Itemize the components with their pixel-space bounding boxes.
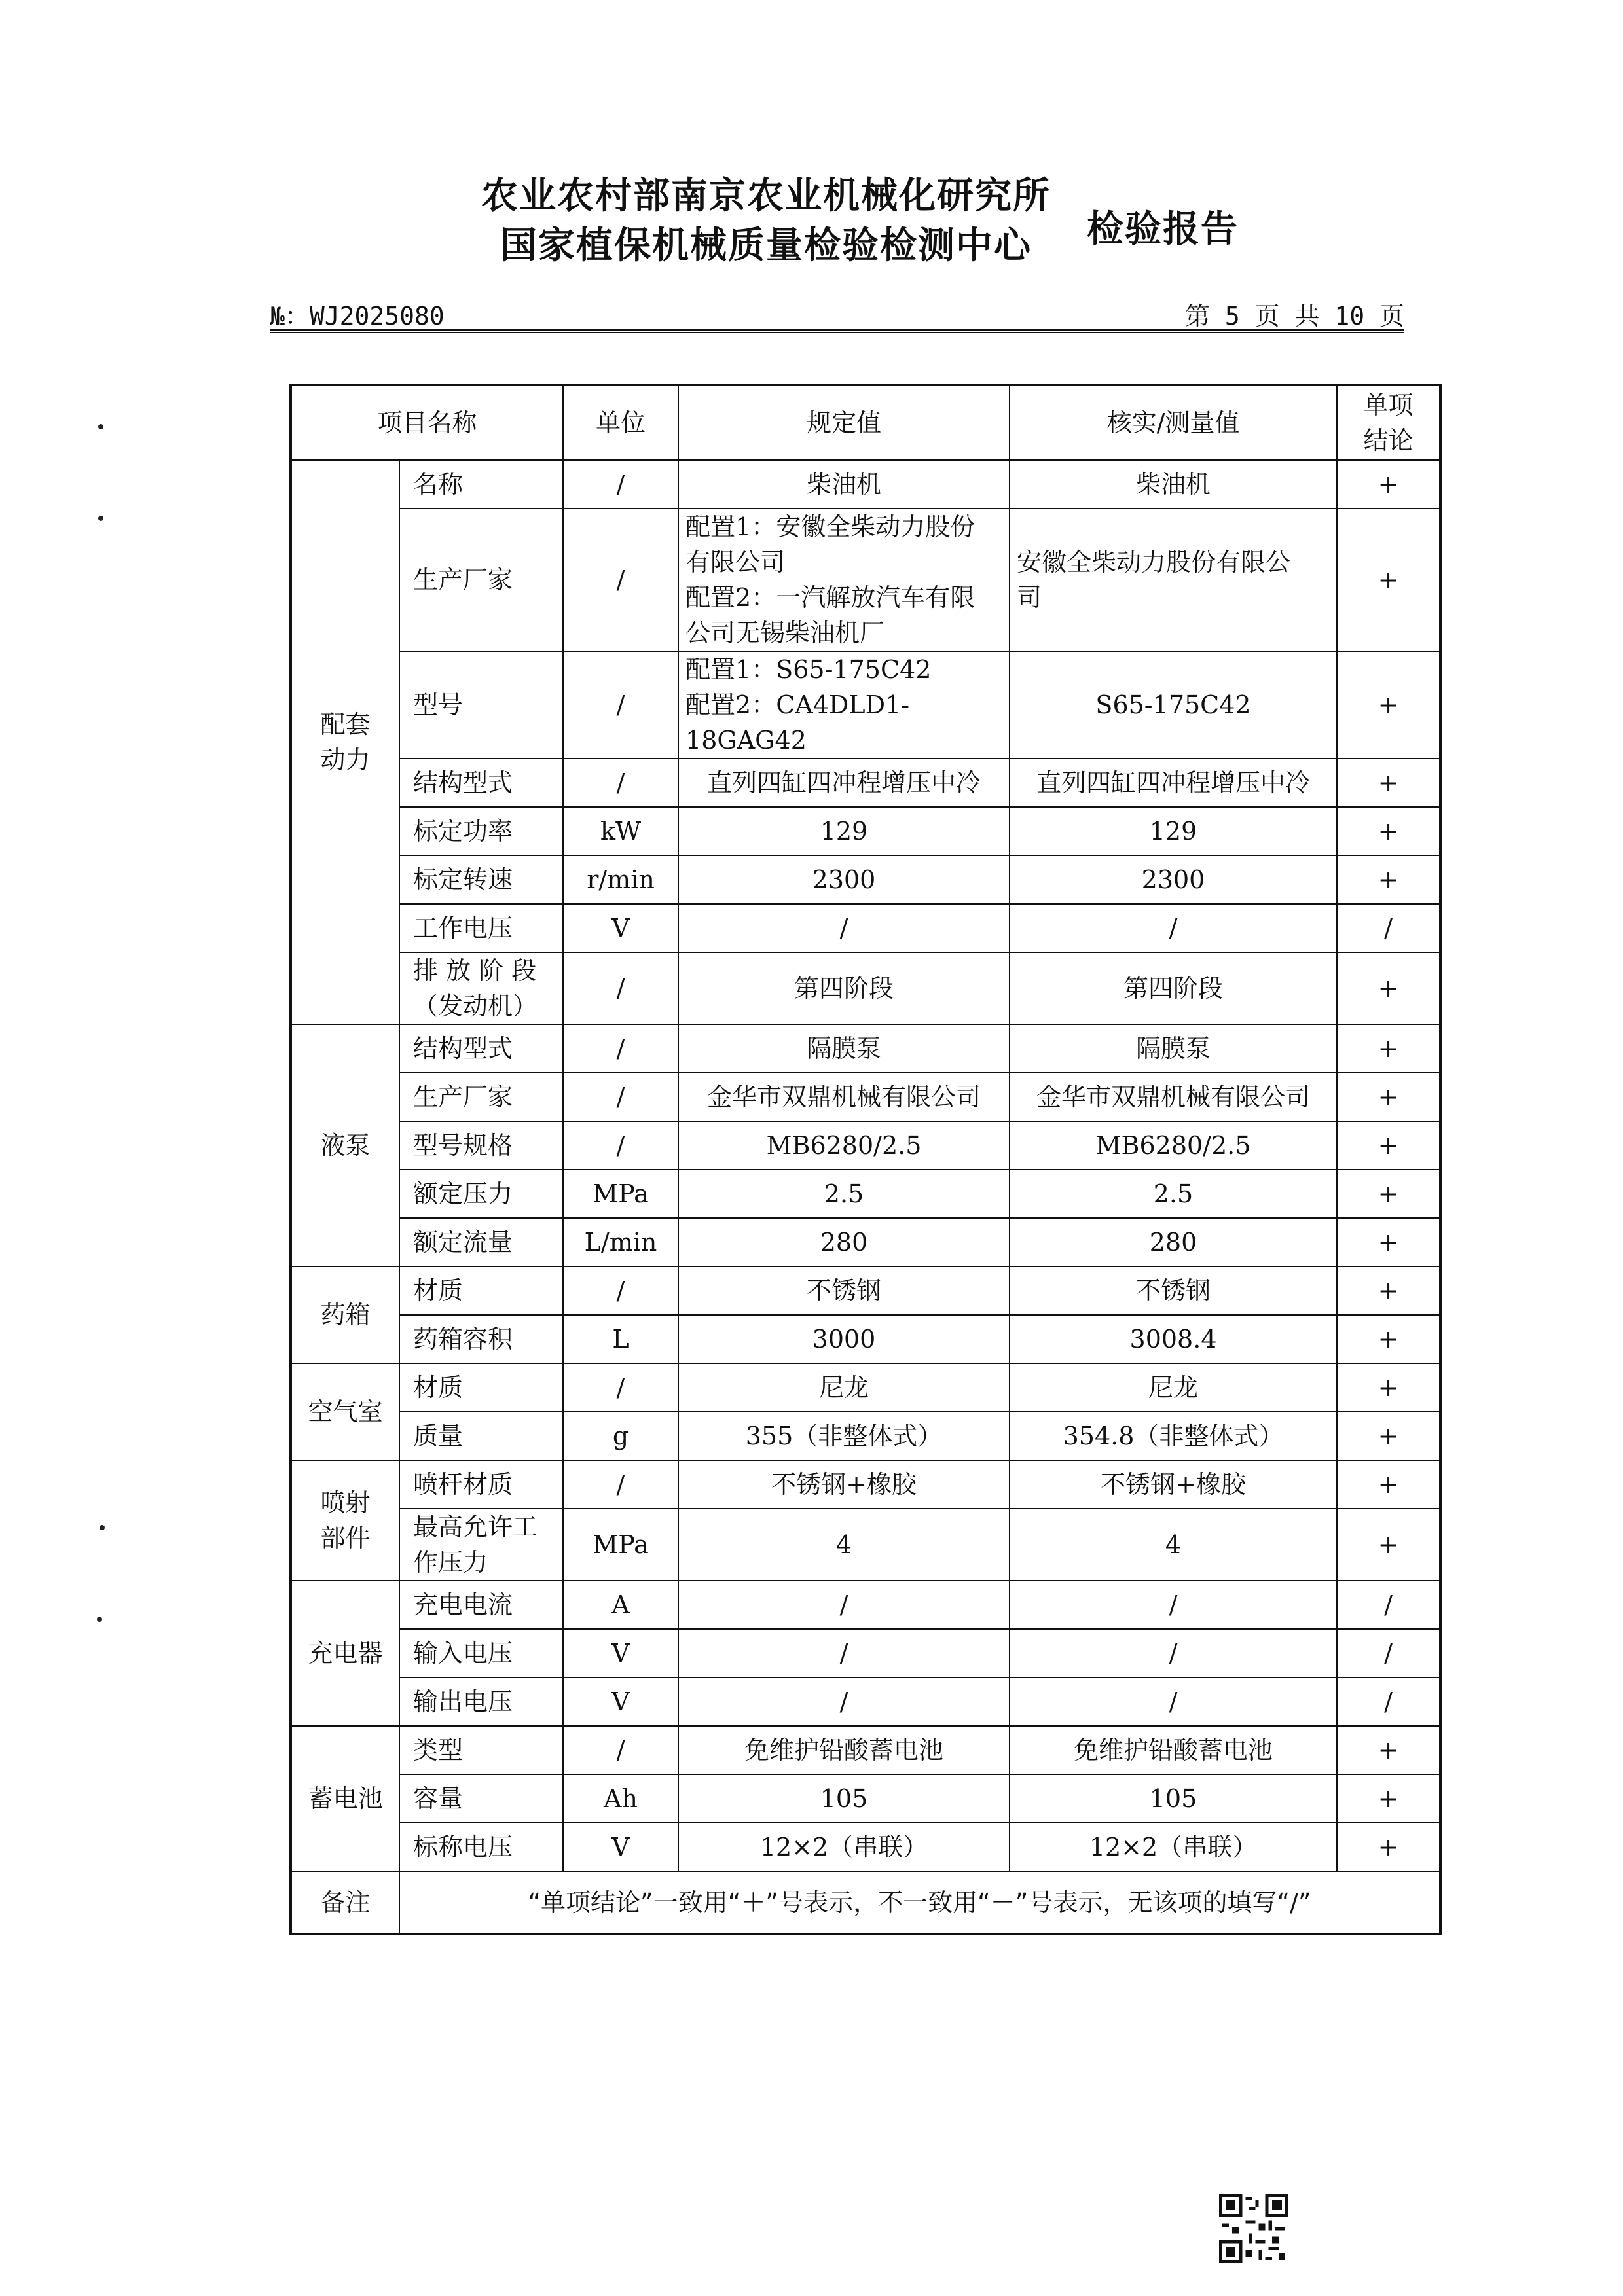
- unit-cell: Ah: [563, 1774, 678, 1823]
- spec-value: 直列四缸四冲程增压中冷: [678, 759, 1010, 807]
- spec-value: 129: [678, 807, 1010, 855]
- unit-cell: V: [563, 1629, 678, 1677]
- note-text: “单项结论”一致用“＋”号表示，不一致用“－”号表示，无该项的填写“/”: [399, 1871, 1440, 1934]
- unit-cell: L/min: [563, 1218, 678, 1266]
- group-name: 配套 动力: [291, 460, 399, 1024]
- table-row: [291, 952, 1440, 1024]
- conclusion-cell: /: [1337, 1629, 1440, 1677]
- conclusion-cell: +: [1337, 460, 1440, 509]
- conclusion-cell: +: [1337, 855, 1440, 904]
- org-line-1: 农业农村部南京农业机械化研究所: [481, 175, 1051, 217]
- inspection-table: [289, 384, 1442, 1935]
- unit-cell: /: [563, 1266, 678, 1315]
- table-row: [291, 807, 1440, 855]
- measured-value: 不锈钢+橡胶: [1010, 1460, 1337, 1509]
- conclusion-cell: +: [1337, 1363, 1440, 1412]
- spec-value: 2.5: [678, 1170, 1010, 1218]
- item-name: 输入电压: [399, 1629, 563, 1677]
- table-row: [291, 855, 1440, 904]
- conclusion-cell: +: [1337, 952, 1440, 1024]
- unit-cell: MPa: [563, 1509, 678, 1581]
- header-rule: [270, 329, 1404, 331]
- spec-value: 尼龙: [678, 1363, 1010, 1412]
- unit-cell: /: [563, 1726, 678, 1774]
- item-name: 充电电流: [399, 1581, 563, 1629]
- item-name: 药箱容积: [399, 1315, 563, 1363]
- item-name: 输出电压: [399, 1677, 563, 1726]
- unit-cell: /: [563, 460, 678, 509]
- measured-value: 免维护铅酸蓄电池: [1010, 1726, 1337, 1774]
- measured-value: S65-175C42: [1010, 651, 1337, 759]
- item-name: 标定功率: [399, 807, 563, 855]
- unit-cell: /: [563, 1363, 678, 1412]
- unit-cell: /: [563, 1460, 678, 1509]
- measured-value: 金华市双鼎机械有限公司: [1010, 1073, 1337, 1121]
- qr-code: [1219, 2194, 1288, 2263]
- spec-value: 12×2（串联）: [678, 1823, 1010, 1871]
- table-row: [291, 1363, 1440, 1412]
- table-row: [291, 1121, 1440, 1170]
- item-name: 材质: [399, 1266, 563, 1315]
- conclusion-cell: +: [1337, 807, 1440, 855]
- table-row: [291, 1774, 1440, 1823]
- spec-value: 105: [678, 1774, 1010, 1823]
- measured-value: 4: [1010, 1509, 1337, 1581]
- spec-value: 隔膜泵: [678, 1024, 1010, 1073]
- unit-cell: /: [563, 952, 678, 1024]
- header-spec: 规定值: [678, 385, 1010, 460]
- table-row: [291, 1629, 1440, 1677]
- spec-value: /: [678, 904, 1010, 952]
- unit-cell: r/min: [563, 855, 678, 904]
- group-name: 空气室: [291, 1363, 399, 1460]
- measured-value: 柴油机: [1010, 460, 1337, 509]
- conclusion-cell: +: [1337, 1315, 1440, 1363]
- unit-cell: V: [563, 1823, 678, 1871]
- spec-value: 配置1：S65-175C42 配置2：CA4DLD1-18GAG42: [678, 651, 1010, 759]
- measured-value: /: [1010, 1629, 1337, 1677]
- spec-value: 2300: [678, 855, 1010, 904]
- group-name: 液泵: [291, 1024, 399, 1266]
- measured-value: MB6280/2.5: [1010, 1121, 1337, 1170]
- unit-cell: g: [563, 1412, 678, 1460]
- table-row: [291, 1412, 1440, 1460]
- item-name: 生产厂家: [399, 1073, 563, 1121]
- measured-value: 2.5: [1010, 1170, 1337, 1218]
- measured-value: /: [1010, 904, 1337, 952]
- table-header-row: [291, 385, 1440, 460]
- item-name: 额定流量: [399, 1218, 563, 1266]
- header-conclusion: 单项 结论: [1337, 385, 1440, 460]
- unit-cell: /: [563, 1121, 678, 1170]
- org-line-2: 国家植保机械质量检验检测中心: [500, 224, 1032, 267]
- measured-value: 尼龙: [1010, 1363, 1337, 1412]
- group-name: 充电器: [291, 1581, 399, 1726]
- table-row: [291, 759, 1440, 807]
- spec-value: 免维护铅酸蓄电池: [678, 1726, 1010, 1774]
- measured-value: /: [1010, 1581, 1337, 1629]
- measured-value: 12×2（串联）: [1010, 1823, 1337, 1871]
- measured-value: 3008.4: [1010, 1315, 1337, 1363]
- conclusion-cell: +: [1337, 1024, 1440, 1073]
- spec-value: 280: [678, 1218, 1010, 1266]
- unit-cell: V: [563, 1677, 678, 1726]
- conclusion-cell: +: [1337, 1726, 1440, 1774]
- spec-value: 不锈钢: [678, 1266, 1010, 1315]
- scan-dot: [97, 1617, 102, 1622]
- item-name: 额定压力: [399, 1170, 563, 1218]
- item-name: 生产厂家: [399, 509, 563, 651]
- group-name: 喷射 部件: [291, 1460, 399, 1581]
- note-label: 备注: [291, 1871, 399, 1934]
- unit-cell: L: [563, 1315, 678, 1363]
- measured-value: 354.8（非整体式）: [1010, 1412, 1337, 1460]
- spec-value: 不锈钢+橡胶: [678, 1460, 1010, 1509]
- item-name: 结构型式: [399, 1024, 563, 1073]
- table-row: [291, 1581, 1440, 1629]
- unit-cell: MPa: [563, 1170, 678, 1218]
- unit-cell: A: [563, 1581, 678, 1629]
- organization-name: [452, 171, 1080, 271]
- table-row: [291, 651, 1440, 759]
- spec-value: MB6280/2.5: [678, 1121, 1010, 1170]
- spec-value: 金华市双鼎机械有限公司: [678, 1073, 1010, 1121]
- report-number: №：WJ2025080: [270, 302, 445, 331]
- table-row: [291, 1823, 1440, 1871]
- unit-cell: /: [563, 1073, 678, 1121]
- scan-dot: [98, 516, 103, 521]
- table-row: [291, 1073, 1440, 1121]
- table-row: [291, 1024, 1440, 1073]
- scan-dot: [100, 1525, 105, 1530]
- conclusion-cell: +: [1337, 1774, 1440, 1823]
- conclusion-cell: +: [1337, 1509, 1440, 1581]
- unit-cell: /: [563, 509, 678, 651]
- header-unit: 单位: [563, 385, 678, 460]
- conclusion-cell: +: [1337, 1121, 1440, 1170]
- item-name: 结构型式: [399, 759, 563, 807]
- item-name: 名称: [399, 460, 563, 509]
- note-row: [291, 1871, 1440, 1934]
- item-name: 型号规格: [399, 1121, 563, 1170]
- measured-value: 280: [1010, 1218, 1337, 1266]
- conclusion-cell: /: [1337, 1677, 1440, 1726]
- table-row: [291, 1460, 1440, 1509]
- table-row: [291, 1170, 1440, 1218]
- unit-cell: /: [563, 651, 678, 759]
- item-name: 类型: [399, 1726, 563, 1774]
- table-row: [291, 904, 1440, 952]
- item-name: 工作电压: [399, 904, 563, 952]
- scan-dot: [98, 424, 103, 429]
- conclusion-cell: +: [1337, 1460, 1440, 1509]
- conclusion-cell: +: [1337, 1412, 1440, 1460]
- conclusion-cell: +: [1337, 509, 1440, 651]
- conclusion-cell: +: [1337, 1073, 1440, 1121]
- item-name: 容量: [399, 1774, 563, 1823]
- report-title: 检验报告: [1087, 208, 1239, 251]
- measured-value: 第四阶段: [1010, 952, 1337, 1024]
- table-row: [291, 1266, 1440, 1315]
- group-name: 药箱: [291, 1266, 399, 1363]
- item-name: 标定转速: [399, 855, 563, 904]
- group-name: 蓄电池: [291, 1726, 399, 1871]
- conclusion-cell: +: [1337, 1218, 1440, 1266]
- conclusion-cell: +: [1337, 1266, 1440, 1315]
- measured-value: /: [1010, 1677, 1337, 1726]
- table-row: [291, 1315, 1440, 1363]
- item-name: 喷杆材质: [399, 1460, 563, 1509]
- conclusion-cell: +: [1337, 759, 1440, 807]
- spec-value: /: [678, 1581, 1010, 1629]
- measured-value: 安徽全柴动力股份有限公 司: [1010, 509, 1337, 651]
- item-name: 质量: [399, 1412, 563, 1460]
- spec-value: 4: [678, 1509, 1010, 1581]
- measured-value: 直列四缸四冲程增压中冷: [1010, 759, 1337, 807]
- item-name: 排 放 阶 段 （发动机）: [399, 952, 563, 1024]
- table-row: [291, 1509, 1440, 1581]
- item-name: 最高允许工 作压力: [399, 1509, 563, 1581]
- conclusion-cell: +: [1337, 1170, 1440, 1218]
- table-row: [291, 1218, 1440, 1266]
- unit-cell: /: [563, 1024, 678, 1073]
- measured-value: 105: [1010, 1774, 1337, 1823]
- header-measured: 核实/测量值: [1010, 385, 1337, 460]
- spec-value: 第四阶段: [678, 952, 1010, 1024]
- unit-cell: kW: [563, 807, 678, 855]
- spec-value: /: [678, 1629, 1010, 1677]
- table-row: [291, 460, 1440, 509]
- table-row: [291, 1677, 1440, 1726]
- table-row: [291, 1726, 1440, 1774]
- header-rule-thin: [270, 332, 1404, 333]
- spec-value: 配置1：安徽全柴动力股份 有限公司 配置2：一汽解放汽车有限 公司无锡柴油机厂: [678, 509, 1010, 651]
- item-name: 标称电压: [399, 1823, 563, 1871]
- page-info: 第 5 页 共 10 页: [1184, 302, 1404, 331]
- header-item: 项目名称: [291, 385, 563, 460]
- measured-value: 129: [1010, 807, 1337, 855]
- spec-value: /: [678, 1677, 1010, 1726]
- item-name: 材质: [399, 1363, 563, 1412]
- conclusion-cell: +: [1337, 1823, 1440, 1871]
- measured-value: 不锈钢: [1010, 1266, 1337, 1315]
- conclusion-cell: /: [1337, 1581, 1440, 1629]
- table-row: [291, 509, 1440, 651]
- spec-value: 355（非整体式）: [678, 1412, 1010, 1460]
- spec-value: 3000: [678, 1315, 1010, 1363]
- conclusion-cell: /: [1337, 904, 1440, 952]
- unit-cell: /: [563, 759, 678, 807]
- unit-cell: V: [563, 904, 678, 952]
- conclusion-cell: +: [1337, 651, 1440, 759]
- item-name: 型号: [399, 651, 563, 759]
- spec-value: 柴油机: [678, 460, 1010, 509]
- measured-value: 2300: [1010, 855, 1337, 904]
- measured-value: 隔膜泵: [1010, 1024, 1337, 1073]
